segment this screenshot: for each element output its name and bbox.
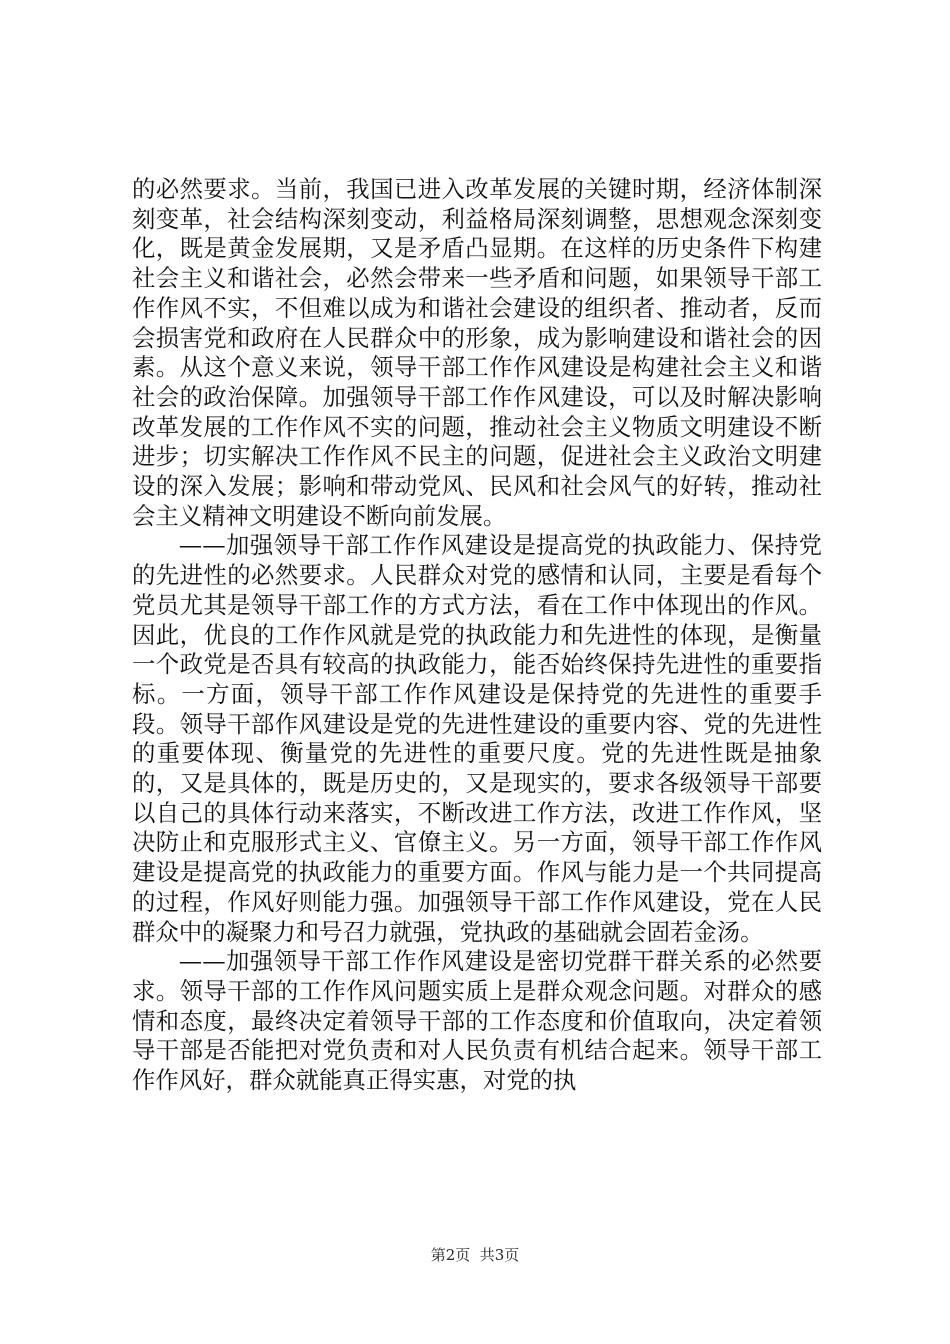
paragraph-1: 的必然要求。当前，我国已进入改革发展的关键时期，经济体制深刻变革，社会结构深刻变动，利益格局深刻调整，思想观念深刻变化，既是黄金发展期，又是矛盾凸显期。在这样的历史条件下构建社会主义和谐社会，必然会带来一些矛盾和问题，如果领导干部工作作风不实，不但难以成为和谐社会建设的组织者、推动者，反而会损害党和政府在人民群众中的形象，成为影响建设和谐社会的因素。从这个意义来说，领导干部工作作风建设是构建社会主义和谐社会的政治保障。加强领导干部工作作风建设，可以及时解决影响改革发展的工作作风不实的问题，推动社会主义物质文明建设不断进步；切实解决工作作风不民主的问题，促进社会主义政治文明建设的深入发展；影响和带动党风、民风和社会风气的好转，推动社会主义精神文明建设不断向前发展。 xyxy=(132,175,822,530)
paragraph-2: ——加强领导干部工作作风建设是提高党的执政能力、保持党的先进性的必然要求。人民群众对党的感情和认同，主要是看每个党员尤其是领导干部工作的方式方法，看在工作中体现出的作风。因此，优良的工作作风就是党的执政能力和先进性的体现，是衡量一个政党是否具有较高的执政能力，能否始终保持先进性的重要指标。一方面，领导干部工作作风建设是保持党的先进性的重要手段。领导干部作风建设是党的先进性建设的重要内容、党的先进性的重要体现、衡量党的先进性的重要尺度。党的先进性既是抽象的，又是具体的，既是历史的，又是现实的，要求各级领导干部要以自己的具体行动来落实，不断改进工作方法，改进工作作风，坚决防止和克服形式主义、官僚主义。另一方面，领导干部工作作风建设是提高党的执政能力的重要方面。作风与能力是一个共同提高的过程，作风好则能力强。加强领导干部工作作风建设，党在人民群众中的凝聚力和号召力就强，党执政的基础就会固若金汤。 xyxy=(132,531,822,946)
page-footer: 第2页 共3页 xyxy=(430,1246,520,1264)
document-body xyxy=(132,175,822,1096)
paragraph-3: ——加强领导干部工作作风建设是密切党群干群关系的必然要求。领导干部的工作作风问题实质上是群众观念问题。对群众的感情和态度，最终决定着领导干部的工作态度和价值取向，决定着领导干部是否能把对党负责和对人民负责有机结合起来。领导干部工作作风好，群众就能真正得实惠，对党的执 xyxy=(132,947,822,1095)
